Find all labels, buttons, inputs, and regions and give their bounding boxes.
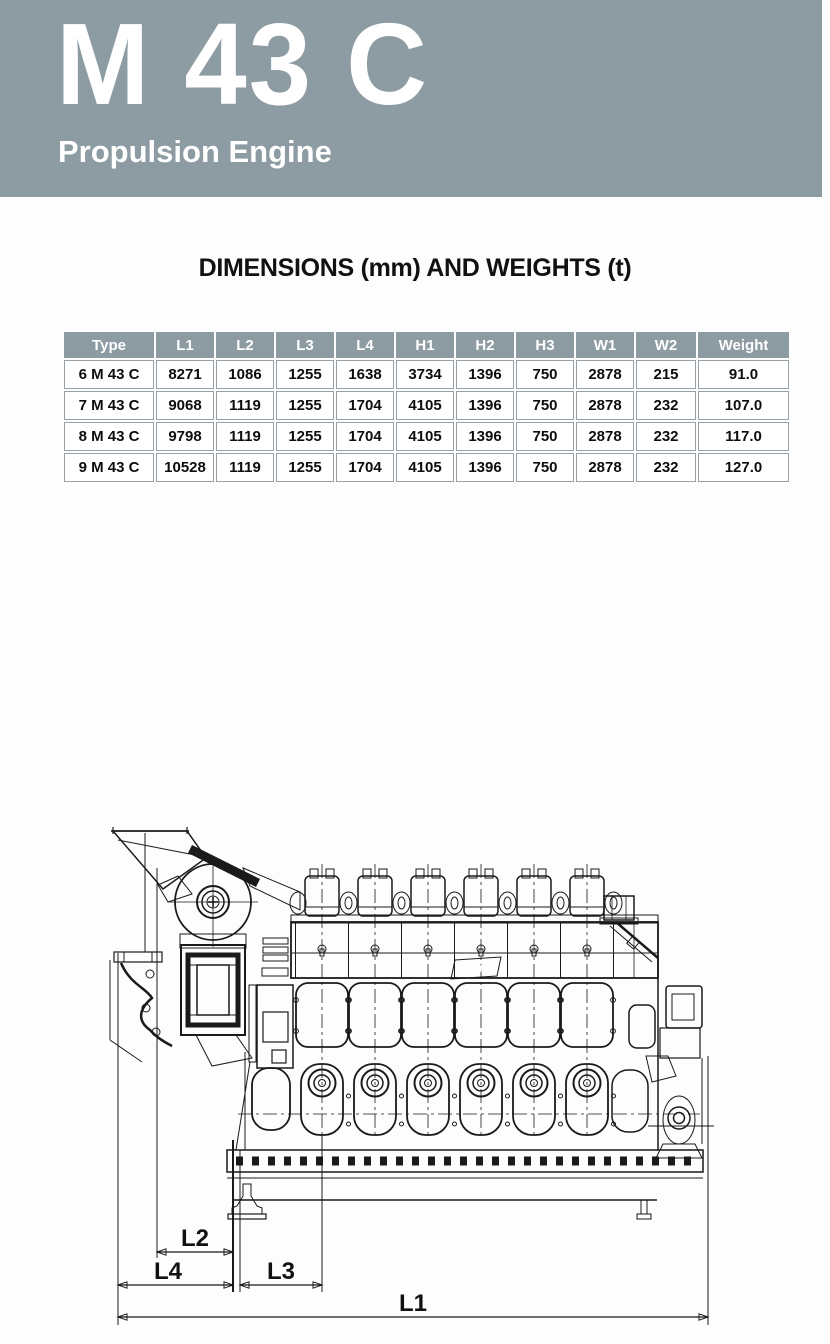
table-cell: 9798 xyxy=(156,422,214,451)
table-cell: 1704 xyxy=(336,453,394,482)
table-cell: 1119 xyxy=(216,422,274,451)
engine-drawing xyxy=(0,820,830,1344)
engine-subtitle: Propulsion Engine xyxy=(58,134,332,169)
table-cell: 1119 xyxy=(216,453,274,482)
table-cell: 1396 xyxy=(456,453,514,482)
table-cell: 232 xyxy=(636,422,696,451)
table-cell: 215 xyxy=(636,360,696,389)
column-header: L1 xyxy=(156,332,214,358)
column-header: Weight xyxy=(698,332,789,358)
column-header: L4 xyxy=(336,332,394,358)
turbocharger-assembly xyxy=(110,827,300,1068)
dimension-label-l2: L2 xyxy=(180,1225,210,1252)
table-cell: 1704 xyxy=(336,422,394,451)
engine-model-title: M 43 C xyxy=(56,0,429,129)
table-cell: 1119 xyxy=(216,391,274,420)
table-cell: 1396 xyxy=(456,360,514,389)
dimension-lines xyxy=(118,868,708,1325)
column-header: W2 xyxy=(636,332,696,358)
table-cell: 4105 xyxy=(396,422,454,451)
dimension-label-l1: L1 xyxy=(398,1290,428,1317)
table-cell: 1396 xyxy=(456,422,514,451)
table-row xyxy=(64,360,789,389)
column-header: H3 xyxy=(516,332,574,358)
table-cell: 8271 xyxy=(156,360,214,389)
table-cell: 232 xyxy=(636,391,696,420)
table-cell: 750 xyxy=(516,422,574,451)
table-cell: 1396 xyxy=(456,391,514,420)
title-banner xyxy=(0,0,822,197)
table-row xyxy=(64,391,789,420)
right-end-assembly xyxy=(600,896,714,1158)
dimension-label-l3: L3 xyxy=(266,1258,296,1285)
column-header: Type xyxy=(64,332,154,358)
table-cell: 1255 xyxy=(276,422,334,451)
table-cell: 10528 xyxy=(156,453,214,482)
column-header: W1 xyxy=(576,332,634,358)
column-header: H1 xyxy=(396,332,454,358)
table-cell: 750 xyxy=(516,391,574,420)
table-cell: 9 M 43 C xyxy=(64,453,154,482)
table-cell: 750 xyxy=(516,453,574,482)
table-cell: 1086 xyxy=(216,360,274,389)
table-cell: 2878 xyxy=(576,422,634,451)
engine-block xyxy=(236,864,700,1150)
table-cell: 1638 xyxy=(336,360,394,389)
table-cell: 1255 xyxy=(276,453,334,482)
table-cell: 3734 xyxy=(396,360,454,389)
table-cell: 232 xyxy=(636,453,696,482)
table-cell: 1255 xyxy=(276,391,334,420)
dimensions-table xyxy=(62,330,791,484)
table-cell: 6 M 43 C xyxy=(64,360,154,389)
column-header: L3 xyxy=(276,332,334,358)
table-cell: 8 M 43 C xyxy=(64,422,154,451)
table-cell: 1704 xyxy=(336,391,394,420)
table-cell: 9068 xyxy=(156,391,214,420)
table-cell: 2878 xyxy=(576,360,634,389)
table-cell: 107.0 xyxy=(698,391,789,420)
table-cell: 127.0 xyxy=(698,453,789,482)
table-cell: 117.0 xyxy=(698,422,789,451)
table-cell: 2878 xyxy=(576,391,634,420)
table-cell: 4105 xyxy=(396,453,454,482)
dimension-label-l4: L4 xyxy=(153,1258,183,1285)
base-frame xyxy=(227,1150,703,1219)
column-header: L2 xyxy=(216,332,274,358)
table-cell: 2878 xyxy=(576,453,634,482)
mak-logo: MaK xyxy=(465,964,487,975)
table-cell: 91.0 xyxy=(698,360,789,389)
section-title: DIMENSIONS (mm) AND WEIGHTS (t) xyxy=(198,254,632,282)
table-cell: 4105 xyxy=(396,391,454,420)
table-cell: 750 xyxy=(516,360,574,389)
table-row xyxy=(64,453,789,482)
column-header: H2 xyxy=(456,332,514,358)
table-cell: 1255 xyxy=(276,360,334,389)
table-cell: 7 M 43 C xyxy=(64,391,154,420)
table-row xyxy=(64,422,789,451)
